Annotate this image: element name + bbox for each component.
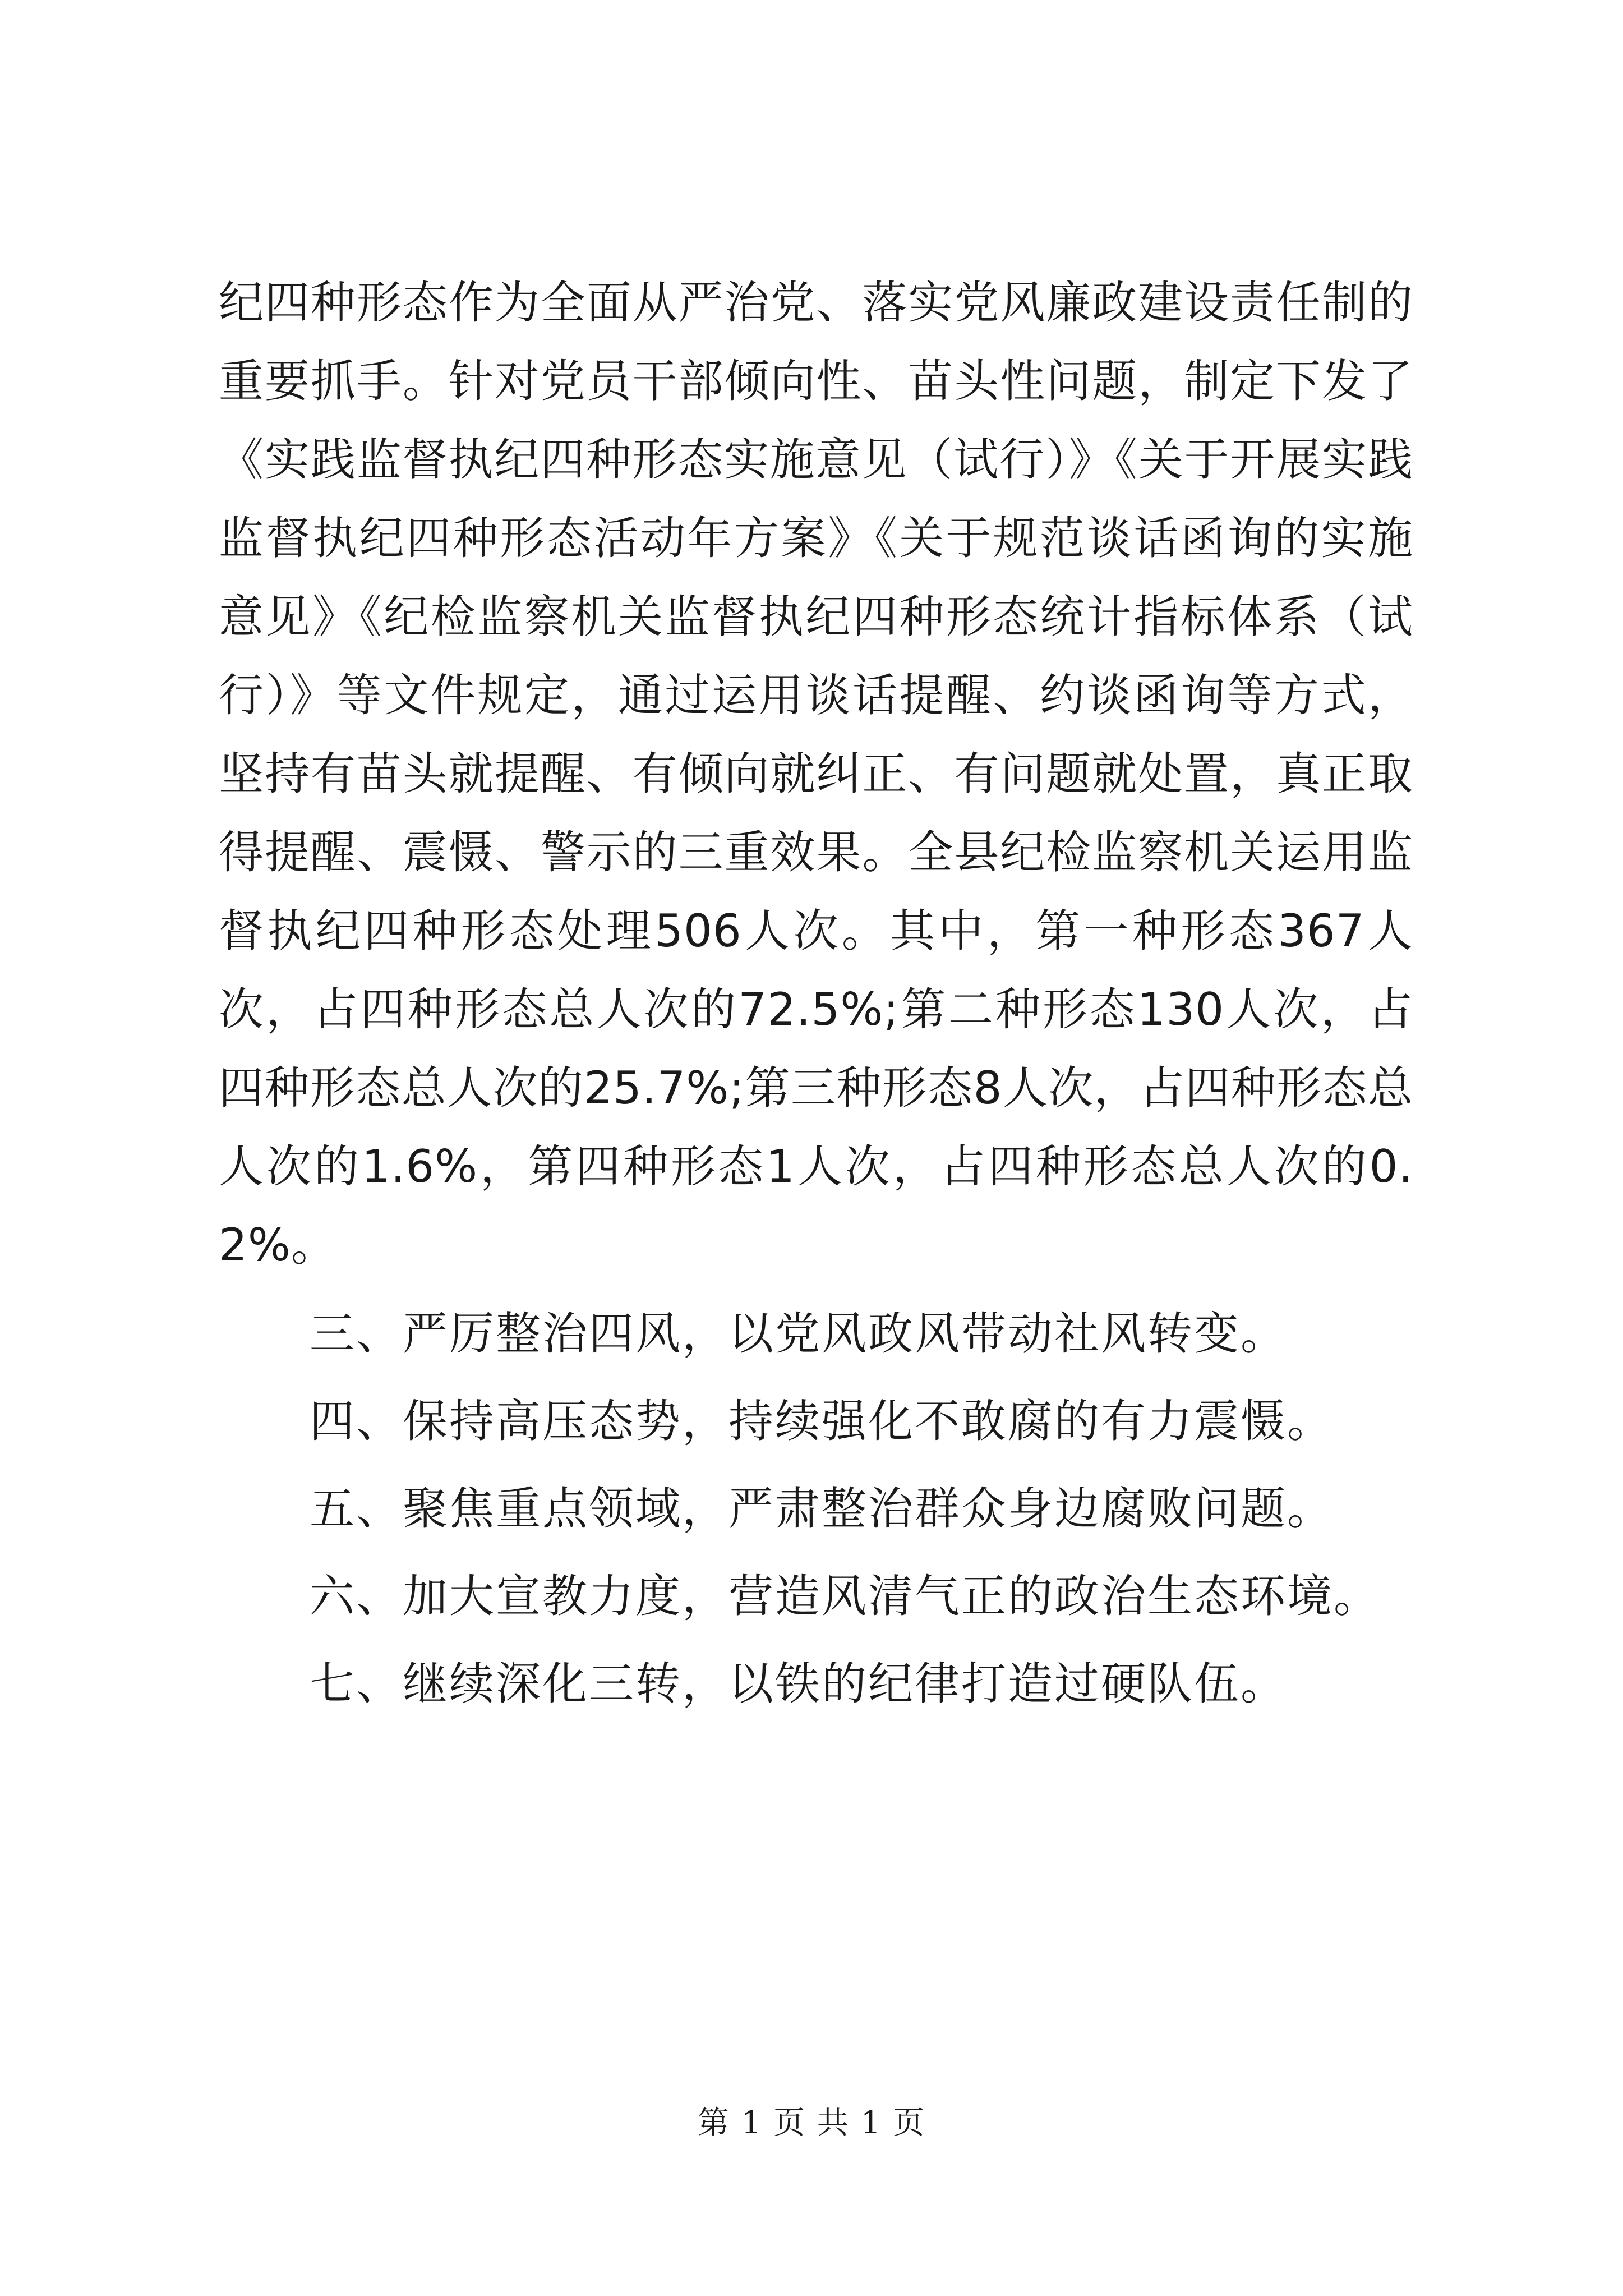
section-heading-7: 七、继续深化三转，以铁的纪律打造过硬队伍。 <box>310 1658 1287 1710</box>
body-paragraph: 纪四种形态作为全面从严治党、落实党风廉政建设责任制的重要抓手。针对党员干部倾向性、苗头性问题，制定下发了《实践监督执纪四种形态实施意见（试行）》《关于开展实践监督执纪四种形态活动年方案》《关于规范谈话函询的实施意见》《纪检监察机关监督执纪四种形态统计指标体系（试行）》等文件规定，通过运用谈话提醒、约谈函询等方式，坚持有苗头就提醒、有倾向就纠正、有问题就处置，真正取得提醒、震慑、警示的三重效果。全县纪检监察机关运用监督执纪四种形态处理506人次。其中，第一种形态367人次，占四种形态总人次的72.5%;第二种形态130人次，占四种形态总人次的25.7%;第三种形态8人次，占四种形态总人次的1.6%，第四种形态1人次，占四种形态总人次的0.2%。 <box>219 277 1413 1271</box>
section-heading-4: 四、保持高压态势，持续强化不敢腐的有力震慑。 <box>310 1395 1334 1447</box>
document-body <box>219 264 1413 1728</box>
section-heading-list <box>219 1290 1413 1728</box>
section-heading-6: 六、加大宣教力度，营造风清气正的政治生态环境。 <box>310 1570 1380 1622</box>
section-heading-5: 五、聚焦重点领域，严肃整治群众身边腐败问题。 <box>310 1483 1334 1535</box>
section-heading-3: 三、严厉整治四风，以党风政风带动社风转变。 <box>310 1308 1287 1360</box>
page-footer: 第 1 页 共 1 页 <box>697 2105 926 2141</box>
